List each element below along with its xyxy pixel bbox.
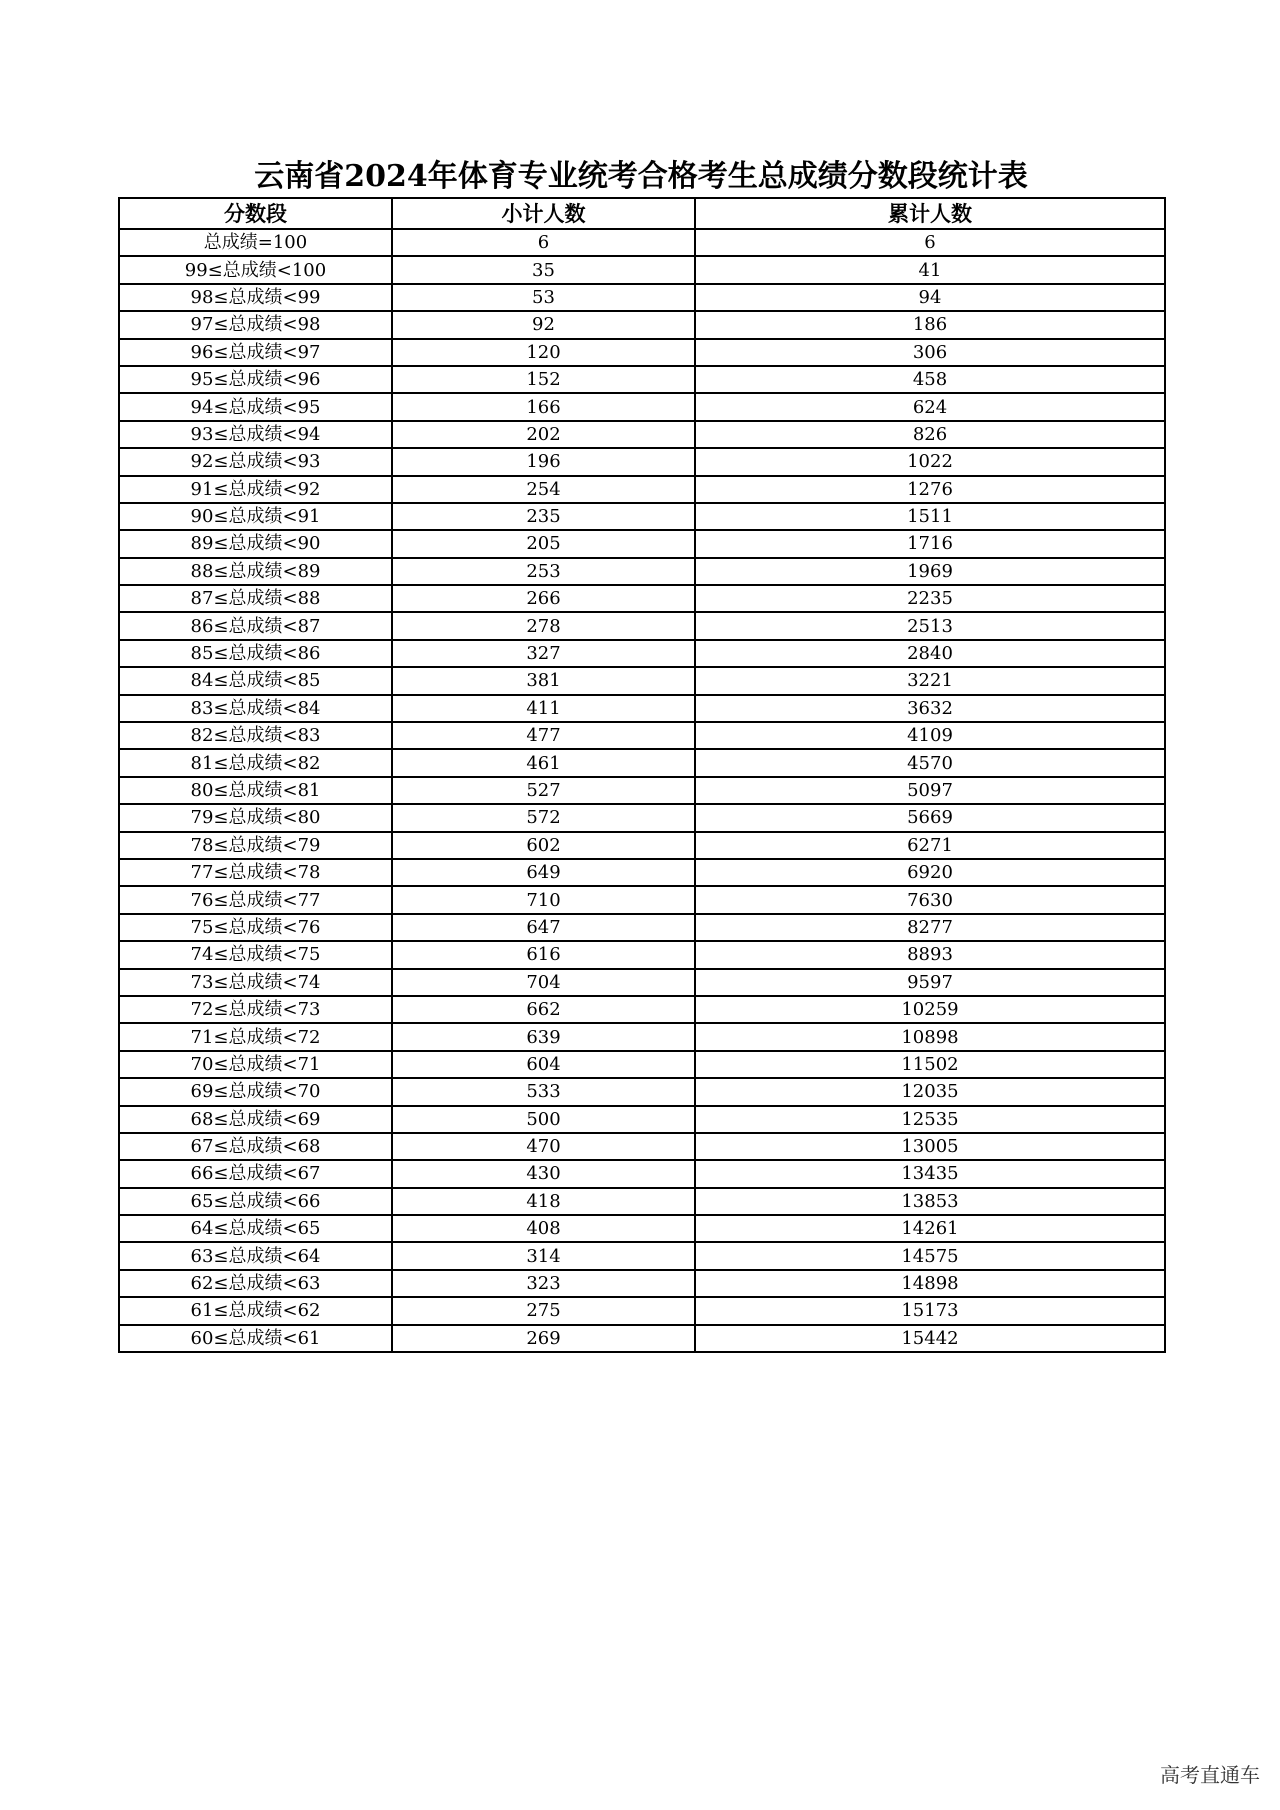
score-range-cell: 62≤总成绩<63: [119, 1270, 392, 1297]
table-row: [119, 1106, 1165, 1133]
header-subtotal-count: 小计人数: [392, 198, 695, 229]
table-row: [119, 1051, 1165, 1078]
table-row: [119, 941, 1165, 968]
subtotal-count-cell: 152: [392, 366, 695, 393]
subtotal-count-cell: 430: [392, 1160, 695, 1187]
table-row: [119, 448, 1165, 475]
cumulative-count-cell: 1022: [695, 448, 1165, 475]
cumulative-count-cell: 7630: [695, 886, 1165, 913]
subtotal-count-cell: 647: [392, 914, 695, 941]
score-range-cell: 总成绩=100: [119, 229, 392, 256]
header-cumulative-count: 累计人数: [695, 198, 1165, 229]
score-range-cell: 85≤总成绩<86: [119, 640, 392, 667]
score-range-cell: 80≤总成绩<81: [119, 777, 392, 804]
subtotal-count-cell: 381: [392, 667, 695, 694]
subtotal-count-cell: 616: [392, 941, 695, 968]
score-range-cell: 98≤总成绩<99: [119, 284, 392, 311]
cumulative-count-cell: 10259: [695, 996, 1165, 1023]
cumulative-count-cell: 826: [695, 421, 1165, 448]
score-range-cell: 77≤总成绩<78: [119, 859, 392, 886]
table-row: [119, 996, 1165, 1023]
score-range-cell: 90≤总成绩<91: [119, 503, 392, 530]
table-row: [119, 667, 1165, 694]
cumulative-count-cell: 624: [695, 393, 1165, 420]
cumulative-count-cell: 9597: [695, 969, 1165, 996]
table-row: [119, 722, 1165, 749]
cumulative-count-cell: 1511: [695, 503, 1165, 530]
table-row: [119, 558, 1165, 585]
score-range-cell: 75≤总成绩<76: [119, 914, 392, 941]
score-range-cell: 99≤总成绩<100: [119, 256, 392, 283]
cumulative-count-cell: 13005: [695, 1133, 1165, 1160]
subtotal-count-cell: 196: [392, 448, 695, 475]
subtotal-count-cell: 639: [392, 1023, 695, 1050]
subtotal-count-cell: 314: [392, 1242, 695, 1269]
table-row: [119, 1242, 1165, 1269]
score-range-cell: 79≤总成绩<80: [119, 804, 392, 831]
subtotal-count-cell: 704: [392, 969, 695, 996]
score-range-cell: 71≤总成绩<72: [119, 1023, 392, 1050]
score-range-cell: 91≤总成绩<92: [119, 476, 392, 503]
table-row: [119, 859, 1165, 886]
subtotal-count-cell: 166: [392, 393, 695, 420]
cumulative-count-cell: 12535: [695, 1106, 1165, 1133]
cumulative-count-cell: 8893: [695, 941, 1165, 968]
cumulative-count-cell: 2840: [695, 640, 1165, 667]
score-range-cell: 74≤总成绩<75: [119, 941, 392, 968]
score-range-cell: 69≤总成绩<70: [119, 1078, 392, 1105]
table-row: [119, 530, 1165, 557]
table-row: [119, 421, 1165, 448]
table-row: [119, 1133, 1165, 1160]
table-body: [119, 229, 1165, 1352]
score-range-cell: 63≤总成绩<64: [119, 1242, 392, 1269]
score-range-cell: 61≤总成绩<62: [119, 1297, 392, 1324]
cumulative-count-cell: 10898: [695, 1023, 1165, 1050]
score-range-cell: 68≤总成绩<69: [119, 1106, 392, 1133]
header-row: [119, 198, 1165, 229]
subtotal-count-cell: 327: [392, 640, 695, 667]
table-row: [119, 1325, 1165, 1352]
table-row: [119, 1078, 1165, 1105]
subtotal-count-cell: 278: [392, 612, 695, 639]
table-row: [119, 284, 1165, 311]
subtotal-count-cell: 470: [392, 1133, 695, 1160]
cumulative-count-cell: 14575: [695, 1242, 1165, 1269]
subtotal-count-cell: 500: [392, 1106, 695, 1133]
cumulative-count-cell: 11502: [695, 1051, 1165, 1078]
table-row: [119, 311, 1165, 338]
table-row: [119, 886, 1165, 913]
cumulative-count-cell: 15173: [695, 1297, 1165, 1324]
subtotal-count-cell: 604: [392, 1051, 695, 1078]
subtotal-count-cell: 202: [392, 421, 695, 448]
cumulative-count-cell: 41: [695, 256, 1165, 283]
cumulative-count-cell: 94: [695, 284, 1165, 311]
table-row: [119, 393, 1165, 420]
subtotal-count-cell: 269: [392, 1325, 695, 1352]
cumulative-count-cell: 3632: [695, 695, 1165, 722]
score-range-cell: 70≤总成绩<71: [119, 1051, 392, 1078]
score-range-cell: 65≤总成绩<66: [119, 1188, 392, 1215]
cumulative-count-cell: 186: [695, 311, 1165, 338]
score-range-cell: 89≤总成绩<90: [119, 530, 392, 557]
score-range-cell: 64≤总成绩<65: [119, 1215, 392, 1242]
cumulative-count-cell: 1276: [695, 476, 1165, 503]
cumulative-count-cell: 1716: [695, 530, 1165, 557]
cumulative-count-cell: 8277: [695, 914, 1165, 941]
cumulative-count-cell: 6271: [695, 832, 1165, 859]
subtotal-count-cell: 235: [392, 503, 695, 530]
subtotal-count-cell: 408: [392, 1215, 695, 1242]
subtotal-count-cell: 275: [392, 1297, 695, 1324]
score-range-cell: 93≤总成绩<94: [119, 421, 392, 448]
table-row: [119, 832, 1165, 859]
subtotal-count-cell: 254: [392, 476, 695, 503]
subtotal-count-cell: 710: [392, 886, 695, 913]
cumulative-count-cell: 1969: [695, 558, 1165, 585]
cumulative-count-cell: 458: [695, 366, 1165, 393]
subtotal-count-cell: 411: [392, 695, 695, 722]
score-range-cell: 92≤总成绩<93: [119, 448, 392, 475]
score-range-cell: 73≤总成绩<74: [119, 969, 392, 996]
table-row: [119, 256, 1165, 283]
table-row: [119, 612, 1165, 639]
score-range-cell: 94≤总成绩<95: [119, 393, 392, 420]
score-range-cell: 96≤总成绩<97: [119, 339, 392, 366]
score-range-cell: 86≤总成绩<87: [119, 612, 392, 639]
cumulative-count-cell: 6: [695, 229, 1165, 256]
subtotal-count-cell: 92: [392, 311, 695, 338]
cumulative-count-cell: 5669: [695, 804, 1165, 831]
cumulative-count-cell: 13435: [695, 1160, 1165, 1187]
subtotal-count-cell: 323: [392, 1270, 695, 1297]
table-row: [119, 804, 1165, 831]
cumulative-count-cell: 5097: [695, 777, 1165, 804]
score-range-cell: 83≤总成绩<84: [119, 695, 392, 722]
score-range-cell: 78≤总成绩<79: [119, 832, 392, 859]
table-row: [119, 476, 1165, 503]
cumulative-count-cell: 13853: [695, 1188, 1165, 1215]
table-row: [119, 969, 1165, 996]
table-row: [119, 229, 1165, 256]
subtotal-count-cell: 649: [392, 859, 695, 886]
score-range-cell: 81≤总成绩<82: [119, 749, 392, 776]
score-range-cell: 82≤总成绩<83: [119, 722, 392, 749]
cumulative-count-cell: 6920: [695, 859, 1165, 886]
table-row: [119, 1160, 1165, 1187]
score-range-cell: 84≤总成绩<85: [119, 667, 392, 694]
subtotal-count-cell: 477: [392, 722, 695, 749]
score-range-cell: 76≤总成绩<77: [119, 886, 392, 913]
subtotal-count-cell: 53: [392, 284, 695, 311]
subtotal-count-cell: 120: [392, 339, 695, 366]
score-range-cell: 60≤总成绩<61: [119, 1325, 392, 1352]
table-row: [119, 695, 1165, 722]
table-row: [119, 914, 1165, 941]
cumulative-count-cell: 14261: [695, 1215, 1165, 1242]
score-range-cell: 88≤总成绩<89: [119, 558, 392, 585]
subtotal-count-cell: 572: [392, 804, 695, 831]
score-range-cell: 87≤总成绩<88: [119, 585, 392, 612]
cumulative-count-cell: 12035: [695, 1078, 1165, 1105]
table-row: [119, 503, 1165, 530]
subtotal-count-cell: 602: [392, 832, 695, 859]
table-row: [119, 640, 1165, 667]
score-range-cell: 66≤总成绩<67: [119, 1160, 392, 1187]
subtotal-count-cell: 35: [392, 256, 695, 283]
table-row: [119, 777, 1165, 804]
table-row: [119, 1215, 1165, 1242]
subtotal-count-cell: 6: [392, 229, 695, 256]
cumulative-count-cell: 2235: [695, 585, 1165, 612]
subtotal-count-cell: 205: [392, 530, 695, 557]
watermark-text: 高考直通车: [1160, 1763, 1260, 1787]
cumulative-count-cell: 3221: [695, 667, 1165, 694]
table-row: [119, 749, 1165, 776]
table-row: [119, 585, 1165, 612]
document-title: 云南省2024年体育专业统考合格考生总成绩分数段统计表: [254, 159, 1028, 194]
cumulative-count-cell: 4570: [695, 749, 1165, 776]
cumulative-count-cell: 2513: [695, 612, 1165, 639]
subtotal-count-cell: 266: [392, 585, 695, 612]
subtotal-count-cell: 253: [392, 558, 695, 585]
cumulative-count-cell: 15442: [695, 1325, 1165, 1352]
table-row: [119, 1023, 1165, 1050]
score-range-cell: 95≤总成绩<96: [119, 366, 392, 393]
subtotal-count-cell: 461: [392, 749, 695, 776]
cumulative-count-cell: 306: [695, 339, 1165, 366]
subtotal-count-cell: 533: [392, 1078, 695, 1105]
table-row: [119, 1270, 1165, 1297]
table-row: [119, 1297, 1165, 1324]
score-range-cell: 97≤总成绩<98: [119, 311, 392, 338]
cumulative-count-cell: 14898: [695, 1270, 1165, 1297]
score-distribution-table: [118, 197, 1166, 1353]
subtotal-count-cell: 418: [392, 1188, 695, 1215]
header-score-range: 分数段: [119, 198, 392, 229]
score-range-cell: 72≤总成绩<73: [119, 996, 392, 1023]
table-row: [119, 339, 1165, 366]
cumulative-count-cell: 4109: [695, 722, 1165, 749]
score-range-cell: 67≤总成绩<68: [119, 1133, 392, 1160]
table-row: [119, 1188, 1165, 1215]
subtotal-count-cell: 662: [392, 996, 695, 1023]
subtotal-count-cell: 527: [392, 777, 695, 804]
table-header: [119, 198, 1165, 229]
table-row: [119, 366, 1165, 393]
